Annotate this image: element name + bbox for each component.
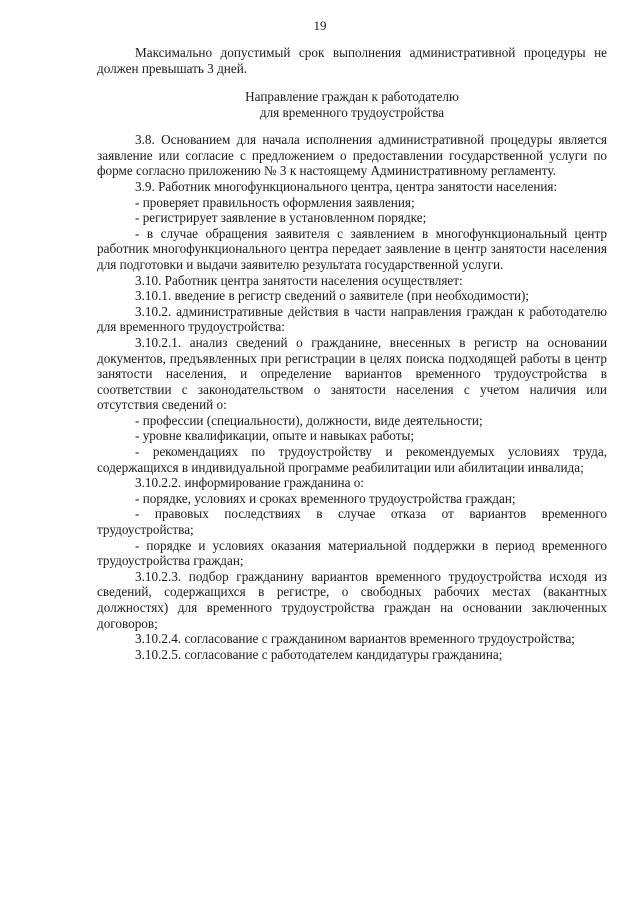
list-item: - профессии (специальности), должности, виде деятельности; xyxy=(135,412,483,428)
list-item: - правовых последствиях в случае отказа от вариантов временного трудоустройства; xyxy=(97,506,607,538)
paragraph-3-10-2-1: 3.10.2.1. анализ сведений о гражданине, внесенных в регистр на основании документов, предъявленных при регистрации в целях поиска подходящей работы в центр занятости населения, и определение вариантов временного трудоустройства в соответствии с законодательством о занятости населения с учетом наличия или отсутствия сведений о: xyxy=(97,334,607,413)
paragraph-3-10-2: 3.10.2. административные действия в части направления граждан к работодателю для временного трудоустройства: xyxy=(97,303,607,335)
document-body xyxy=(97,45,607,662)
list-item: - в случае обращения заявителя с заявлением в многофункциональный центр работник многофункционального центра передает заявление в центр занятости населения для подготовки и выдачи заявителю результата государственной услуги. xyxy=(97,225,607,272)
list-item: - порядке и условиях оказания материальной поддержки в период временного трудоустройства граждан; xyxy=(97,537,607,569)
paragraph-3-9: 3.9. Работник многофункционального центра, центра занятости населения: xyxy=(135,178,558,194)
section-heading-line2: для временного трудоустройства xyxy=(259,104,445,120)
list-item: - рекомендациях по трудоустройству и рекомендуемых условиях труда, содержащихся в индивидуальной программе реабилитации или абилитации инвалида; xyxy=(97,444,607,475)
paragraph-3-10: 3.10. Работник центра занятости населения осуществляет: xyxy=(135,272,463,288)
list-item: - регистрирует заявление в установленном порядке; xyxy=(135,210,427,226)
paragraph-3-10-1: 3.10.1. введение в регистр сведений о заявителе (при необходимости); xyxy=(135,288,530,304)
paragraph-3-10-2-5: 3.10.2.5. согласование с работодателем кандидатуры гражданина; xyxy=(135,646,503,662)
page-number: 19 xyxy=(313,18,327,33)
section-heading xyxy=(97,89,607,120)
list-item: - проверяет правильность оформления заявления; xyxy=(135,194,415,210)
paragraph-3-10-2-2: 3.10.2.2. информирование гражданина о: xyxy=(135,475,364,491)
paragraph-3-8: 3.8. Основанием для начала исполнения административной процедуры является заявление или согласие с предложением о предоставлении государственной услуги по форме согласно приложению № 3 к настоящему Административному регламенту. xyxy=(97,132,607,179)
list-item: - уровне квалификации, опыте и навыках работы; xyxy=(135,428,414,444)
paragraph-3-10-2-3: 3.10.2.3. подбор гражданину вариантов временного трудоустройства исходя из сведений, содержащихся в регистре, о свободных рабочих местах (вакантных должностях) для временного трудоустройства граждан на основании заключенных договоров; xyxy=(97,568,607,631)
paragraph-3-10-2-4: 3.10.2.4. согласование с гражданином вариантов временного трудоустройства; xyxy=(135,631,575,647)
list-item: - порядке, условиях и сроках временного трудоустройства граждан; xyxy=(135,490,516,506)
section-heading-line1: Направление граждан к работодателю xyxy=(245,89,459,105)
intro-paragraph: Максимально допустимый срок выполнения административной процедуры не должен превышать 3 дней. xyxy=(97,45,607,76)
